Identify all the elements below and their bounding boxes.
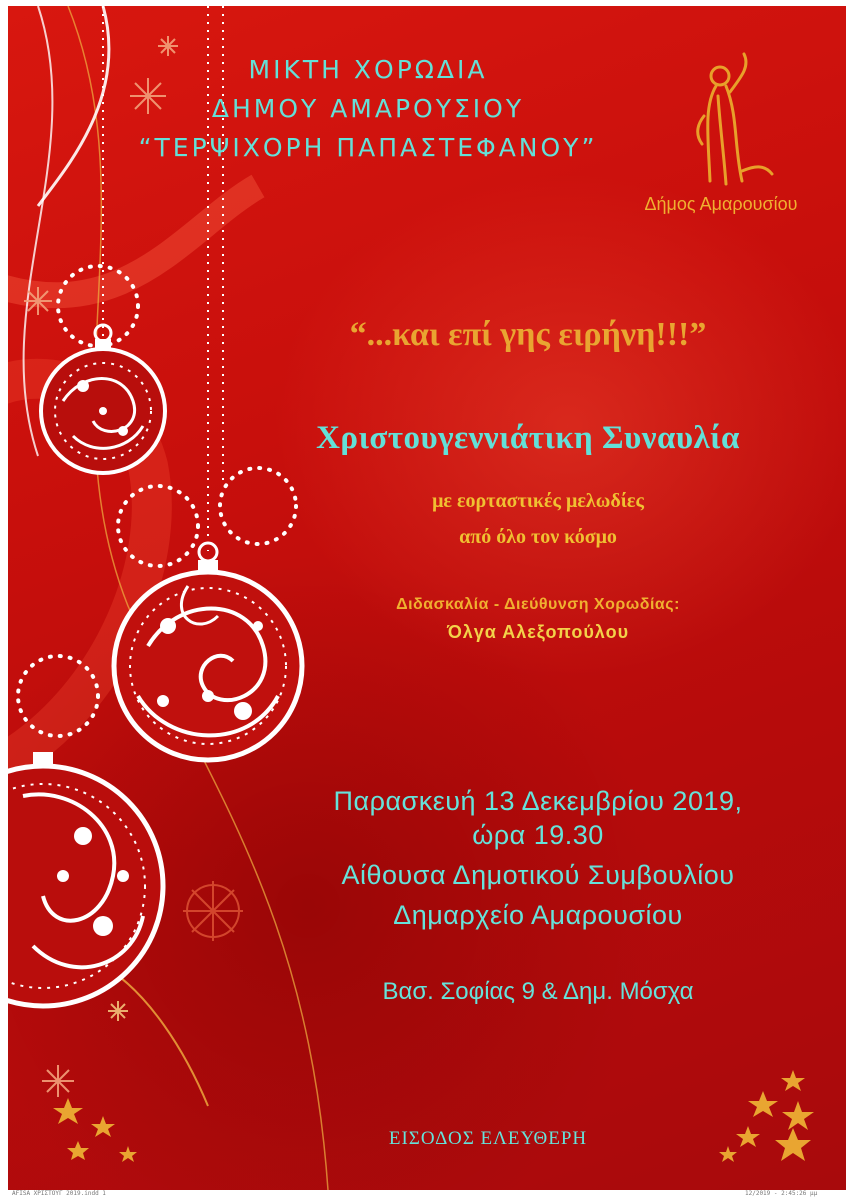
- ornament-ball: [41, 325, 165, 473]
- event-building: Δημαρχείο Αμαρουσίου: [393, 900, 683, 930]
- gold-stars-left: [53, 1098, 137, 1162]
- print-slug-left: AFISA ΧΡΙΣΤΟΥΓ 2019.indd 1: [12, 1190, 106, 1197]
- municipality-logo-text: Δήμος Αμαρουσίου: [644, 194, 798, 214]
- snowflake: [183, 881, 243, 941]
- free-admission: ΕΙΣΟΔΟΣ ΕΛΕΥΘΕΡΗ: [388, 1128, 588, 1149]
- direction-label: Διδασκαλία - Διεύθυνση Χορωδίας:: [396, 596, 680, 613]
- muse-logo-figure: [698, 54, 772, 184]
- event-time: ώρα 19.30: [472, 820, 604, 850]
- choir-name-line1: ΜΙΚΤΗ ΧΟΡΩΔΙΑ: [248, 55, 488, 84]
- choir-name-line3: “ΤΕΡΨΙΧΟΡΗ ΠΑΠΑΣΤΕΦΑΝΟΥ”: [138, 133, 598, 162]
- poster: [8, 6, 846, 1190]
- concert-subtitle-line1: με εορταστικές μελωδίες: [432, 490, 644, 512]
- conductor-name: Όλγα Αλεξοπούλου: [446, 622, 630, 642]
- event-venue: Αίθουσα Δημοτικού Συμβουλίου: [341, 860, 735, 890]
- dotted-loop: [220, 468, 296, 544]
- ornament-ball: [8, 752, 163, 1006]
- snowflake: [108, 1001, 128, 1021]
- quote-heading: “...και επί γης ειρήνη!!!”: [349, 316, 707, 353]
- event-date: Παρασκευή 13 Δεκεμβρίου 2019,: [333, 786, 743, 816]
- concert-subtitle-line2: από όλο τον κόσμο: [459, 526, 617, 548]
- concert-title: Χριστουγεννιάτικη Συναυλία: [316, 420, 740, 456]
- choir-name-line2: ΔΗΜΟΥ ΑΜΑΡΟΥΣΙΟΥ: [211, 94, 525, 123]
- print-slug-right: 12/2019 - 2:45:26 μμ: [745, 1190, 818, 1197]
- event-address: Βασ. Σοφίας 9 & Δημ. Μόσχα: [382, 978, 694, 1005]
- ribbon: [8, 186, 258, 295]
- white-line: [38, 6, 109, 206]
- gold-stars-right: [719, 1070, 814, 1162]
- snowflake: [42, 1065, 74, 1097]
- snowflake: [24, 287, 52, 315]
